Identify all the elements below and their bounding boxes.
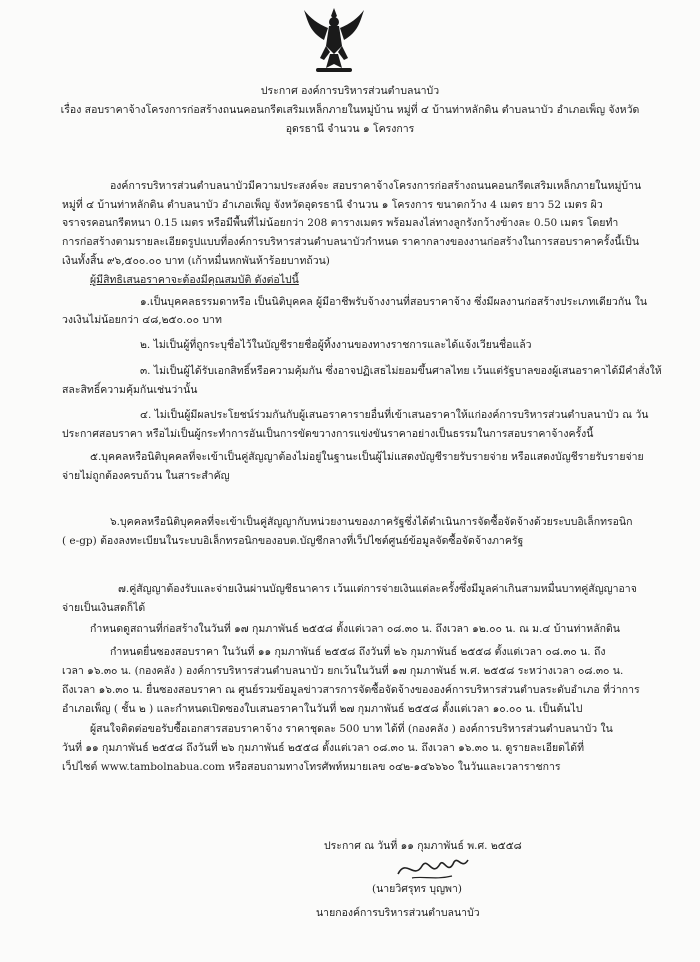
schedule-line: กำหนดยื่นซองสอบราคา ในวันที่ ๑๑ กุมภาพันธ์ ๒๕๕๘ ถึงวันที่ ๒๖ กุมภาพันธ์ ๒๕๕๘ ตั้งแต่เวลา ๐๘.๓๐ น. ถึง	[110, 646, 606, 658]
qualification-line: ๒. ไม่เป็นผู้ที่ถูกระบุชื่อไว้ในบัญชีรายชื่อผู้ทิ้งงานของทางราชการและได้แจ้งเวียนชื่อแล้ว	[140, 339, 532, 351]
qualification-line: ๑.เป็นบุคคลธรรมดาหรือ เป็นนิติบุคคล ผู้มีอาชีพรับจ้างงานที่สอบราคาจ้าง ซึ่งมีผลงานก่อสร้างประเภทเดียวกัน ใน	[140, 296, 648, 308]
qualification-line: ๓. ไม่เป็นผู้ได้รับเอกสิทธิ์หรือความคุ้มกัน ซึ่งอาจปฏิเสธไม่ยอมขึ้นศาลไทย เว้นแต่รัฐบาลของผู้เสนอราคาได้มีคำสั่งให้	[140, 365, 662, 377]
schedule-line: วันที่ ๑๑ กุมภาพันธ์ ๒๕๕๘ ถึงวันที่ ๒๖ กุมภาพันธ์ ๒๕๕๘ ตั้งแต่เวลา ๐๘.๓๐ น. ถึงเวลา ๑๖.๓๐ น. ดูรายละเอียดได้ที่	[62, 742, 584, 754]
qualifications-heading: ผู้มีสิทธิเสนอราคาจะต้องมีคุณสมบัติ ดังต่อไปนี้	[90, 274, 299, 286]
schedule-line: อำเภอเพ็ญ ( ชั้น ๒ ) และกำหนดเปิดซองใบเสนอราคาในวันที่ ๒๗ กุมภาพันธ์ ๒๕๕๘ ตั้งแต่เวลา ๑๐.๐๐ น. เป็นต้นไป	[62, 703, 583, 715]
subject-line-2: อุดรธานี จำนวน ๑ โครงการ	[285, 123, 415, 135]
schedule-line: ถึงเวลา ๑๖.๓๐ น. ยื่นซองสอบราคา ณ ศูนย์รวมข้อมูลข่าวสารการจัดซื้อจัดจ้างขององค์การบริหารส่วนตำบลระดับอำเภอ ที่ว่าการ	[62, 684, 640, 696]
intro-line: เงินทั้งสิ้น ๙๖,๕๐๐.๐๐ บาท (เก้าหมื่นหกพันห้าร้อยบาทถ้วน)	[62, 255, 330, 267]
announcement-title: ประกาศ องค์การบริหารส่วนตำบลนาบัว	[260, 85, 440, 97]
signer-name: (นายวิศรุทร บุญพา)	[372, 883, 462, 895]
qualification-line: จ่ายเป็นเงินสดก็ได้	[62, 602, 146, 614]
intro-line: หมู่ที่ ๔ บ้านท่าหลักดิน ตำบลนาบัว อำเภอเพ็ญ จังหวัดอุดรธานี จำนวน ๑ โครงการ ขนาดกว้าง 4 เมตร ยาว 52 เมตร ผิว	[62, 199, 603, 211]
qualification-line: ๗.คู่สัญญาต้องรับและจ่ายเงินผ่านบัญชีธนาคาร เว้นแต่การจ่ายเงินแต่ละครั้งซึ่งมีมูลค่าเกินสามหมื่นบาทคู่สัญญาอาจ	[118, 583, 637, 595]
schedule-line: กำหนดดูสถานที่ก่อสร้างในวันที่ ๑๗ กุมภาพันธ์ ๒๕๕๘ ตั้งแต่เวลา ๐๘.๓๐ น. ถึงเวลา ๑๒.๐๐ น. ณ ม.๔ บ้านท่าหลักดิน	[90, 623, 620, 635]
qualification-line: ๔. ไม่เป็นผู้มีผลประโยชน์ร่วมกันกับผู้เสนอราคารายอื่นที่เข้าเสนอราคาให้แก่องค์การบริหารส่วนตำบลนาบัว ณ วัน	[140, 409, 649, 421]
qualification-line: ( e-gp) ต้องลงทะเบียนในระบบอิเล็กทรอนิกของอบต.บัญชีกลางที่เว็ปไซต์ศูนย์ข้อมูลจัดซื้อจัดจ้างภาครัฐ	[62, 535, 524, 547]
intro-line: องค์การบริหารส่วนตำบลนาบัวมีความประสงค์จะ สอบราคาจ้างโครงการก่อสร้างถนนคอนกรีตเสริมเหล็กภายในหมู่บ้าน	[110, 180, 642, 192]
announcement-date: ประกาศ ณ วันที่ ๑๑ กุมภาพันธ์ พ.ศ. ๒๕๕๘	[324, 840, 522, 852]
intro-line: จราจรคอนกรีตหนา 0.15 เมตร หรือมีพื้นที่ไม่น้อยกว่า 208 ตารางเมตร พร้อมลงไล่ทางลูกรังกว้างข้างละ 0.50 เมตร โดยทำ	[62, 217, 619, 229]
signature-mark	[392, 850, 472, 886]
signer-title: นายกองค์การบริหารส่วนตำบลนาบัว	[316, 907, 480, 919]
intro-line: การก่อสร้างตามรายละเอียดรูปแบบที่องค์การบริหารส่วนตำบลนาบัวกำหนด ราคากลางของงานก่อสร้างในการสอบราคาครั้งนี้เป็น	[62, 236, 640, 248]
qualification-line: จ่ายไม่ถูกต้องครบถ้วน ในสาระสำคัญ	[62, 470, 230, 482]
subject-line-1: เรื่อง สอบราคาจ้างโครงการก่อสร้างถนนคอนกรีตเสริมเหล็กภายในหมู่บ้าน หมู่ที่ ๔ บ้านท่าหลักดิน ตำบลนาบัว อำเภอเพ็ญ จังหวัด	[60, 104, 640, 116]
qualification-line: ๖.บุคคลหรือนิติบุคคลที่จะเข้าเป็นคู่สัญญากับหน่วยงานของภาครัฐซึ่งได้ดำเนินการจัดซื้อจัดจ้างด้วยระบบอิเล็กทรอนิก	[110, 516, 633, 528]
schedule-line: เว็ปไซต์ www.tambolnabua.com หรือสอบถามทางโทรศัพท์หมายเลข ๐๔๒-๑๔๖๖๖๐ ในวันและเวลาราชการ	[62, 761, 561, 773]
qualification-line: สละสิทธิ์ความคุ้มกันเช่นว่านั้น	[62, 384, 198, 396]
qualification-line: ๕.บุคคลหรือนิติบุคคลที่จะเข้าเป็นคู่สัญญาต้องไม่อยู่ในฐานะเป็นผู้ไม่แสดงบัญชีรายรับรายจ่าย หรือแสดงบัญชีรายรับรายจ่าย	[90, 451, 644, 463]
garuda-emblem	[302, 6, 366, 76]
schedule-line: ผู้สนใจติดต่อขอรับซื้อเอกสารสอบราคาจ้าง ราคาชุดละ 500 บาท ได้ที่ (กองคลัง ) องค์การบริหารส่วนตำบลนาบัว ใน	[90, 723, 613, 735]
qualification-line: ประกาศสอบราคา หรือไม่เป็นผู้กระทำการอันเป็นการขัดขวางการแข่งขันราคาอย่างเป็นธรรมในการสอบราคาจ้างครั้งนี้	[62, 428, 594, 440]
qualification-line: วงเงินไม่น้อยกว่า ๔๘,๒๕๐.๐๐ บาท	[62, 314, 222, 326]
schedule-line: เวลา ๑๖.๓๐ น. (กองคลัง ) องค์การบริหารส่วนตำบลนาบัว ยกเว้นในวันที่ ๑๗ กุมภาพันธ์ พ.ศ. ๒๕๕๘ ระหว่างเวลา ๐๘.๓๐ น.	[62, 665, 624, 677]
